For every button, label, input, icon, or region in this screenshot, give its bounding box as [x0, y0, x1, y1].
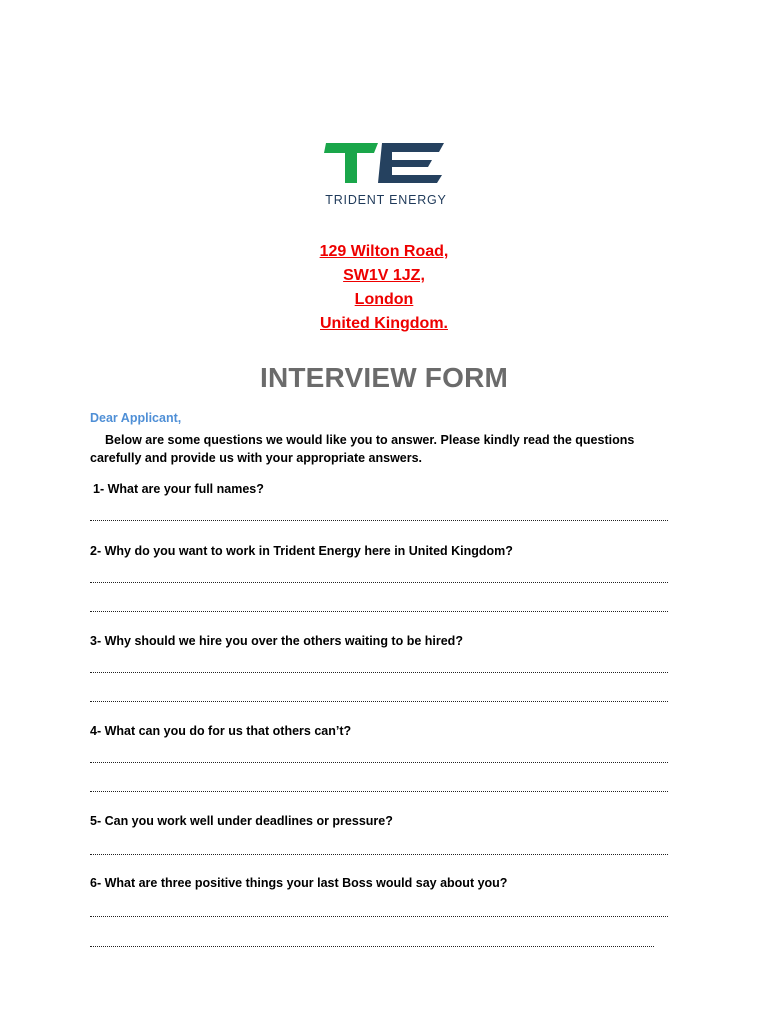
answer-line-1a[interactable]: [90, 520, 668, 521]
address-line-postcode: SW1V 1JZ,: [343, 267, 425, 284]
question-2: 2- Why do you want to work in Trident Energy here in United Kingdom?: [90, 544, 513, 558]
te-logo-icon: [316, 140, 456, 190]
greeting: Dear Applicant,: [90, 411, 182, 425]
intro-text: Below are some questions we would like you to answer. Please kindly read the questions carefully and provide us with your appropriate answers.: [90, 433, 635, 465]
address-line-street: 129 Wilton Road,: [319, 243, 449, 260]
answer-line-4b[interactable]: [90, 791, 668, 792]
address-line-city: London: [354, 291, 414, 308]
question-4: 4- What can you do for us that others can’t?: [90, 724, 352, 738]
question-3: 3- Why should we hire you over the others waiting to be hired?: [90, 634, 463, 648]
company-wordmark: TRIDENT ENERGY: [325, 193, 447, 207]
company-logo: [316, 140, 456, 210]
company-address: [0, 240, 768, 336]
question-1: 1- What are your full names?: [93, 482, 264, 496]
question-6: 6- What are three positive things your last Boss would say about you?: [90, 876, 508, 890]
answer-line-4a[interactable]: [90, 762, 668, 763]
address-line-country: United Kingdom.: [320, 315, 448, 332]
answer-line-2a[interactable]: [90, 582, 668, 583]
intro-paragraph: [90, 431, 680, 467]
answer-line-3a[interactable]: [90, 672, 668, 673]
answer-line-2b[interactable]: [90, 611, 668, 612]
answer-line-3b[interactable]: [90, 701, 668, 702]
answer-line-6a[interactable]: [90, 916, 668, 917]
answer-line-5a[interactable]: [90, 854, 668, 855]
question-5: 5- Can you work well under deadlines or pressure?: [90, 814, 393, 828]
form-title: INTERVIEW FORM: [259, 362, 509, 393]
answer-line-6b[interactable]: [90, 946, 654, 947]
